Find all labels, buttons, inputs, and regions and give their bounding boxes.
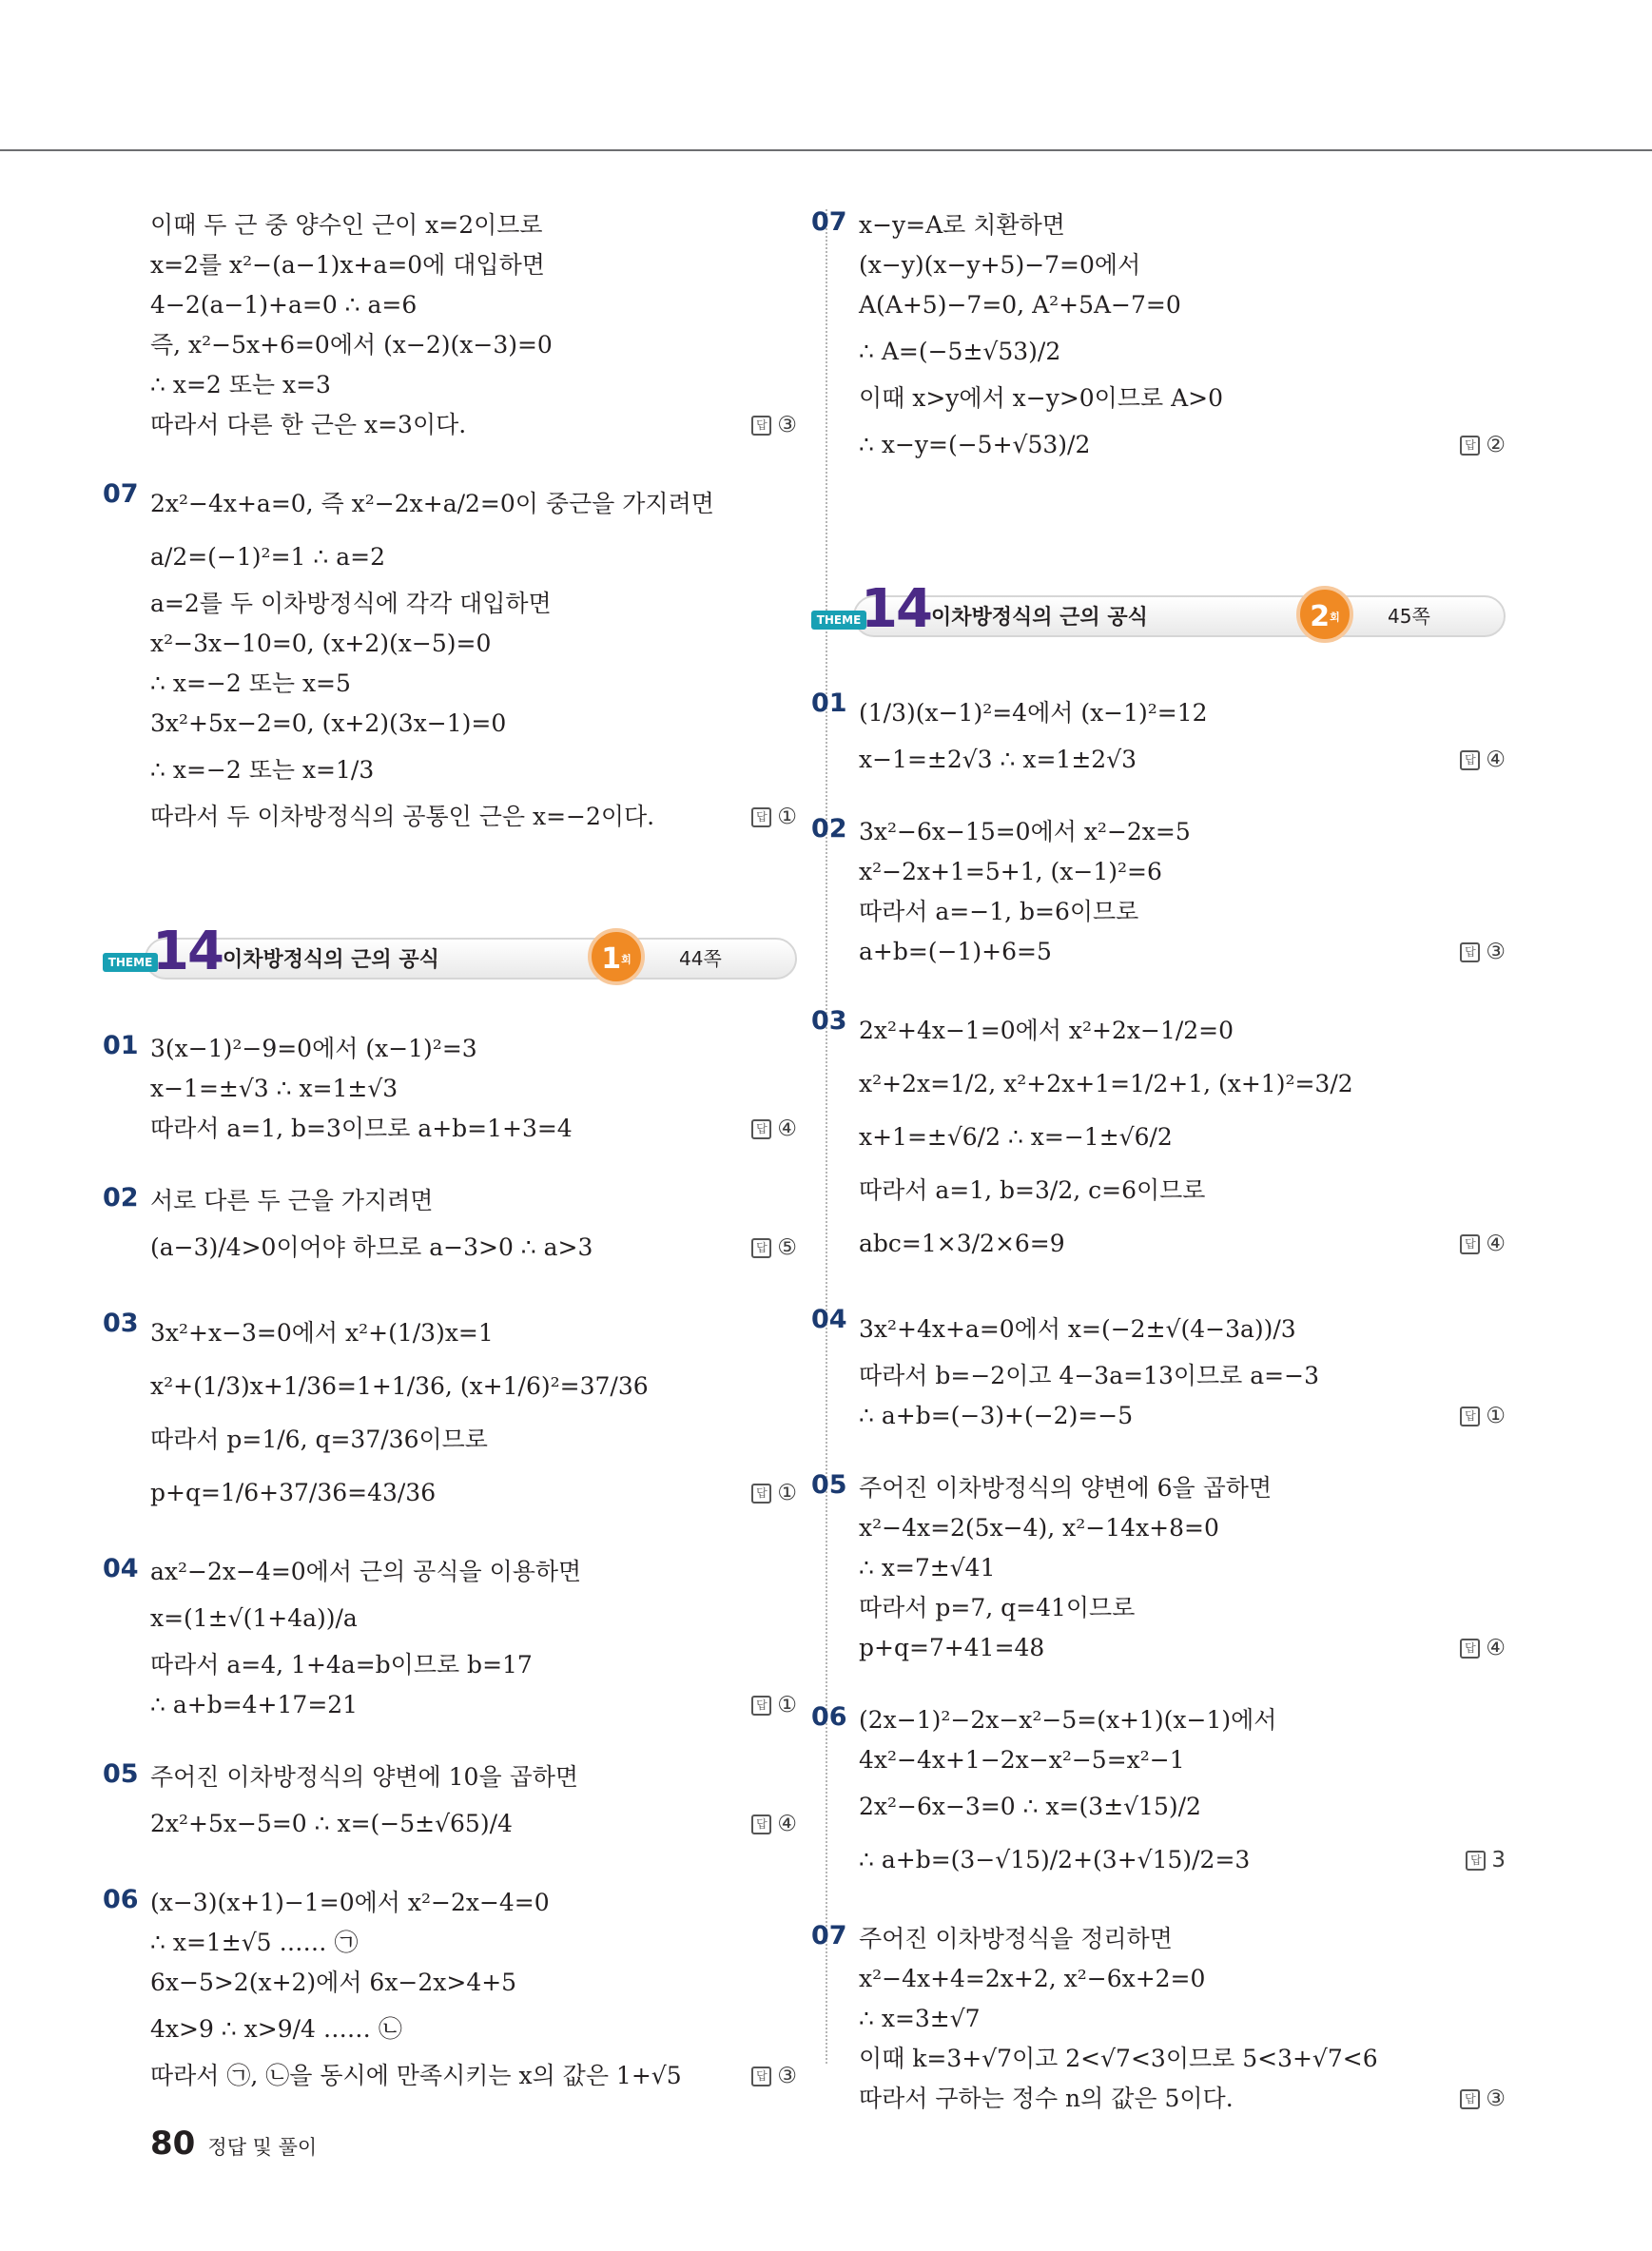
solution-text: ∴ a+b=4+17=21 <box>150 1691 359 1718</box>
problem-number: 03 <box>103 1309 139 1338</box>
solution-text: 따라서 ㉠, ㉡을 동시에 만족시키는 x의 값은 1+√5 <box>150 2062 682 2089</box>
solution-line: x²−4x=2(5x−4), x²−14x+8=0 <box>859 1514 1219 1542</box>
solution-line: A(A+5)−7=0, A²+5A−7=0 <box>859 291 1181 319</box>
solution-text: p+q=1/6+37/36=43/36 <box>150 1479 437 1506</box>
problem-number: 07 <box>103 479 139 509</box>
answer <box>751 1685 797 1725</box>
problem-number: 06 <box>811 1702 847 1732</box>
answer <box>751 405 797 445</box>
problem-05 <box>811 1468 1506 1668</box>
solution-line: 3x²+4x+a=0에서 x=(−2±√(4−3a))/3 <box>859 1315 1296 1343</box>
problem-number: 01 <box>103 1031 139 1060</box>
theme-title: 이차방정식의 근의 공식 <box>931 606 1148 630</box>
solution-line <box>150 1797 797 1851</box>
solution-line <box>859 1217 1506 1271</box>
problem-number: 02 <box>811 814 847 844</box>
problem-02 <box>103 1181 797 1274</box>
answer-mark-icon: 답 <box>751 1119 771 1139</box>
solution-line: 4x²−4x+1−2x−x²−5=x²−1 <box>859 1746 1185 1774</box>
solution-text: ∴ x−y=(−5+√53)/2 <box>859 431 1091 458</box>
theme-tag: THEME <box>103 953 158 972</box>
solution-line: ∴ x=2 또는 x=3 <box>150 371 331 398</box>
theme-number: 14 <box>152 921 223 982</box>
answer-mark-icon: 답 <box>1460 2089 1480 2109</box>
round-number: 2 <box>1310 600 1331 633</box>
solution-text: 2x²+5x−5=0 ∴ x=(−5±√65)/4 <box>150 1810 513 1837</box>
answer <box>1460 2079 1506 2119</box>
solution-text: 따라서 다른 한 근은 x=3이다. <box>150 411 467 438</box>
answer-value: ④ <box>1486 747 1506 772</box>
answer <box>751 1221 797 1274</box>
solution-line: ax²−2x−4=0에서 근의 공식을 이용하면 <box>150 1558 582 1585</box>
solution-line: x+1=±√6/2 ∴ x=−1±√6/2 <box>859 1123 1173 1151</box>
answer-value: ① <box>777 1693 797 1717</box>
answer-mark-icon: 답 <box>751 416 771 436</box>
answer <box>751 1797 797 1851</box>
answer <box>751 1466 797 1520</box>
round-suffix: 회 <box>1330 611 1340 624</box>
problem-01 <box>811 687 1506 780</box>
answer <box>1460 740 1506 780</box>
left-column <box>103 205 797 2128</box>
solution-line <box>150 797 797 837</box>
solution-line: (x−y)(x−y+5)−7=0에서 <box>859 251 1141 279</box>
solution-line: 3x²−6x−15=0에서 x²−2x=5 <box>859 818 1191 845</box>
solution-line <box>859 1628 1506 1668</box>
problem-number: 07 <box>811 207 847 237</box>
solution-line <box>859 740 1506 780</box>
header-rule <box>0 149 1652 151</box>
solution-line: x²−3x−10=0, (x+2)(x−5)=0 <box>150 630 492 657</box>
problem-06 <box>103 1883 797 2096</box>
solution-text: 따라서 두 이차방정식의 공통인 근은 x=−2이다. <box>150 803 655 830</box>
solution-line: 서로 다른 두 근을 가지려면 <box>150 1187 434 1214</box>
solution-text: (a−3)/4>0이어야 하므로 a−3>0 ∴ a>3 <box>150 1233 593 1261</box>
solution-line <box>859 2079 1506 2119</box>
solution-line <box>859 932 1506 972</box>
answer-mark-icon: 답 <box>1460 1234 1480 1254</box>
solution-line: x−1=±√3 ∴ x=1±√3 <box>150 1075 398 1102</box>
solution-line: a/2=(−1)²=1 ∴ a=2 <box>150 543 385 571</box>
answer-value: ④ <box>777 1116 797 1141</box>
answer <box>1460 1217 1506 1271</box>
solution-line: 이때 두 근 중 양수인 근이 x=2이므로 <box>150 211 543 239</box>
solution-line <box>150 1109 797 1149</box>
problem-number: 05 <box>103 1759 139 1789</box>
solution-line: 주어진 이차방정식을 정리하면 <box>859 1925 1173 1952</box>
solution-line: 3x²+5x−2=0, (x+2)(3x−1)=0 <box>150 709 507 737</box>
solution-line: x²−4x+4=2x+2, x²−6x+2=0 <box>859 1965 1206 1992</box>
solution-line <box>150 405 797 445</box>
solution-line: 즉, x²−5x+6=0에서 (x−2)(x−3)=0 <box>150 331 553 359</box>
problem-number: 03 <box>811 1006 847 1036</box>
answer-value: ② <box>1486 433 1506 457</box>
answer-value: ④ <box>1486 1636 1506 1660</box>
problem-number: 06 <box>103 1885 139 1914</box>
theme-number: 14 <box>861 578 931 640</box>
answer-mark-icon: 답 <box>751 2067 771 2086</box>
solution-line <box>150 1685 797 1725</box>
solution-line: 이때 x>y에서 x−y>0이므로 A>0 <box>859 384 1223 412</box>
problem-04 <box>103 1552 797 1725</box>
round-badge <box>588 928 645 985</box>
problem-number: 01 <box>811 689 847 718</box>
problem-07 <box>811 205 1506 472</box>
solution-line: x−y=A로 치환하면 <box>859 211 1065 239</box>
page-number: 80 <box>150 2125 196 2163</box>
problem-04 <box>811 1303 1506 1436</box>
solution-line: 6x−5>2(x+2)에서 6x−2x>4+5 <box>150 1969 517 1996</box>
solution-line: ∴ x=3±√7 <box>859 2005 981 2032</box>
solution-line: 따라서 a=1, b=3/2, c=6이므로 <box>859 1176 1206 1204</box>
answer <box>1466 1834 1506 1887</box>
problem-03 <box>811 1004 1506 1271</box>
problem-06 <box>811 1700 1506 1887</box>
theme-title: 이차방정식의 근의 공식 <box>223 948 439 972</box>
answer-mark-icon: 답 <box>751 1238 771 1258</box>
solution-line: x²+2x=1/2, x²+2x+1=1/2+1, (x+1)²=3/2 <box>859 1070 1353 1097</box>
answer-value: ③ <box>777 413 797 437</box>
answer-value: ④ <box>1486 1232 1506 1256</box>
answer <box>1460 418 1506 472</box>
footer-label: 정답 및 풀이 <box>207 2136 318 2159</box>
solution-line: (1/3)(x−1)²=4에서 (x−1)²=12 <box>859 699 1208 727</box>
problem-02 <box>811 812 1506 972</box>
answer-mark-icon: 답 <box>1460 1407 1480 1426</box>
solution-line: a=2를 두 이차방정식에 각각 대입하면 <box>150 590 552 617</box>
solution-line: 따라서 p=1/6, q=37/36이므로 <box>150 1426 488 1453</box>
problem-number: 04 <box>811 1305 847 1334</box>
answer <box>751 797 797 837</box>
answer-value: ④ <box>777 1812 797 1836</box>
solution-line: 따라서 a=−1, b=6이므로 <box>859 898 1139 925</box>
answer-value: 3 <box>1491 1848 1506 1873</box>
answer-mark-icon: 답 <box>751 807 771 827</box>
theme-header <box>811 578 1506 645</box>
solution-line: 이때 k=3+√7이고 2<√7<3이므로 5<3+√7<6 <box>859 2045 1378 2072</box>
solution-line: ∴ x=−2 또는 x=5 <box>150 669 351 697</box>
problem-03 <box>103 1307 797 1520</box>
solution-line: ∴ x=−2 또는 x=1/3 <box>150 756 375 784</box>
solution-line <box>859 418 1506 472</box>
answer-mark-icon: 답 <box>751 1814 771 1834</box>
solution-line: 3(x−1)²−9=0에서 (x−1)²=3 <box>150 1035 477 1062</box>
solution-text: 따라서 구하는 정수 n의 값은 5이다. <box>859 2085 1234 2112</box>
solution-line: (x−3)(x+1)−1=0에서 x²−2x−4=0 <box>150 1889 550 1916</box>
solution-line: (2x−1)²−2x−x²−5=(x+1)(x−1)에서 <box>859 1706 1277 1734</box>
problem-07 <box>103 477 797 837</box>
answer <box>1460 1396 1506 1436</box>
solution-text: 따라서 a=1, b=3이므로 a+b=1+3=4 <box>150 1115 573 1142</box>
answer-value: ③ <box>777 2064 797 2088</box>
round-badge <box>1296 586 1353 643</box>
solution-line: 4−2(a−1)+a=0 ∴ a=6 <box>150 291 418 319</box>
solution-line: ∴ A=(−5±√53)/2 <box>859 338 1061 365</box>
problem-number: 02 <box>103 1183 139 1213</box>
answer-mark-icon: 답 <box>751 1484 771 1504</box>
solution-text: ∴ a+b=(−3)+(−2)=−5 <box>859 1402 1134 1429</box>
solution-line <box>859 1396 1506 1436</box>
solution-text: p+q=7+41=48 <box>859 1634 1045 1661</box>
page-footer <box>150 2125 317 2163</box>
solution-line: 3x²+x−3=0에서 x²+(1/3)x=1 <box>150 1319 494 1347</box>
solution-line: x²−2x+1=5+1, (x−1)²=6 <box>859 858 1162 885</box>
answer-value: ③ <box>1486 940 1506 964</box>
theme-tag: THEME <box>811 611 866 630</box>
answer-value: ③ <box>1486 2086 1506 2111</box>
solution-line <box>150 2056 797 2096</box>
solution-line: 주어진 이차방정식의 양변에 6을 곱하면 <box>859 1474 1273 1502</box>
solution-text: x−1=±2√3 ∴ x=1±2√3 <box>859 746 1137 773</box>
column-divider <box>826 209 827 2064</box>
theme-page: 45쪽 <box>1388 605 1430 628</box>
round-suffix: 회 <box>621 953 632 966</box>
answer <box>1460 932 1506 972</box>
theme-header <box>103 921 797 987</box>
solution-line: 2x²−4x+a=0, 즉 x²−2x+a/2=0이 중근을 가지려면 <box>150 490 714 517</box>
answer-value: ① <box>1486 1404 1506 1428</box>
solution-line: 2x²+4x−1=0에서 x²+2x−1/2=0 <box>859 1017 1234 1044</box>
answer <box>1460 1628 1506 1668</box>
problem-number: 07 <box>811 1921 847 1950</box>
solution-line: 주어진 이차방정식의 양변에 10을 곱하면 <box>150 1763 578 1791</box>
solution-line <box>859 1834 1506 1887</box>
answer-mark-icon: 답 <box>1460 942 1480 962</box>
answer-mark-icon: 답 <box>751 1696 771 1716</box>
answer-value: ⑤ <box>777 1235 797 1260</box>
solution-text: a+b=(−1)+6=5 <box>859 938 1052 965</box>
answer <box>751 1109 797 1149</box>
solution-line <box>150 1466 797 1520</box>
right-column <box>811 205 1506 2151</box>
solution-continuation <box>150 205 797 445</box>
solution-text: abc=1×3/2×6=9 <box>859 1230 1065 1257</box>
solution-line: 따라서 a=4, 1+4a=b이므로 b=17 <box>150 1651 533 1679</box>
solution-line: 따라서 b=−2이고 4−3a=13이므로 a=−3 <box>859 1362 1319 1389</box>
answer-value: ① <box>777 1481 797 1505</box>
answer-value: ① <box>777 805 797 829</box>
problem-number: 04 <box>103 1554 139 1583</box>
solution-line: x=(1±√(1+4a))/a <box>150 1604 358 1632</box>
solution-line: ∴ x=7±√41 <box>859 1554 996 1582</box>
solution-line: 2x²−6x−3=0 ∴ x=(3±√15)/2 <box>859 1793 1201 1820</box>
answer <box>751 2056 797 2096</box>
solution-line: x²+(1/3)x+1/36=1+1/36, (x+1/6)²=37/36 <box>150 1372 649 1400</box>
answer-mark-icon: 답 <box>1460 750 1480 770</box>
answer-mark-icon: 답 <box>1460 1639 1480 1659</box>
solution-text: ∴ a+b=(3−√15)/2+(3+√15)/2=3 <box>859 1846 1251 1873</box>
problem-05 <box>103 1757 797 1851</box>
solution-line: 따라서 p=7, q=41이므로 <box>859 1594 1136 1621</box>
solution-line: x=2를 x²−(a−1)x+a=0에 대입하면 <box>150 251 545 279</box>
answer-mark-icon: 답 <box>1466 1851 1486 1871</box>
problem-number: 05 <box>811 1470 847 1500</box>
answer-mark-icon: 답 <box>1460 436 1480 456</box>
theme-page: 44쪽 <box>679 947 722 970</box>
problem-07b <box>811 1919 1506 2119</box>
problem-01 <box>103 1029 797 1149</box>
solution-line: ∴ x=1±√5 …… ㉠ <box>150 1929 359 1956</box>
round-number: 1 <box>601 942 622 976</box>
solution-line <box>150 1221 797 1274</box>
solution-line: 4x>9 ∴ x>9/4 …… ㉡ <box>150 2015 402 2043</box>
